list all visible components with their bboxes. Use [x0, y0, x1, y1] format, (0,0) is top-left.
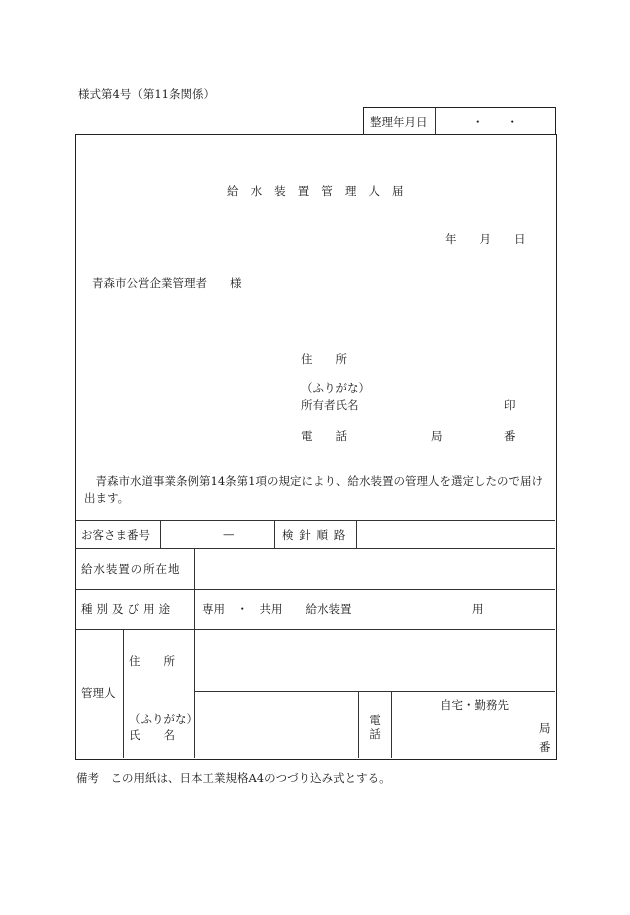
- form-number: 様式第4号（第11条関係）: [78, 87, 215, 101]
- manager-address-label: 住 所: [129, 654, 175, 668]
- applicant-furigana-label: （ふりがな）: [301, 381, 370, 395]
- statement: 青森市水道事業条例第14条第1項の規定により、給水装置の管理人を選定したので届け出ます。: [84, 474, 543, 505]
- form-title: 給水装置管理人届: [227, 184, 416, 198]
- manager-furigana-label: （ふりがな）: [129, 712, 198, 726]
- footer-note: 備考 この用紙は、日本工業規格A4のつづり込み式とする。: [76, 771, 391, 785]
- applicant-phone-label: 電 話: [301, 429, 347, 443]
- location-input[interactable]: [200, 561, 550, 577]
- applicant-phone-kyoku: 局: [431, 429, 443, 443]
- usage-label: 種別及び用途: [81, 602, 175, 616]
- applicant-name-label: 所有者氏名: [301, 398, 359, 412]
- applicant-address-label: 住 所: [301, 352, 347, 366]
- addressee: 青森市公営企業管理者 様: [92, 276, 242, 290]
- manager-name-input[interactable]: [200, 705, 350, 745]
- usage-options[interactable]: 専用 ・ 共用 給水装置: [202, 602, 352, 616]
- manager-phone-kyoku: 局: [539, 721, 551, 735]
- customer-number-label: お客さま番号: [81, 528, 150, 542]
- customer-number-input[interactable]: —: [223, 527, 235, 541]
- manager-phone-type: 自宅・勤務先: [440, 698, 509, 712]
- usage-suffix: 用: [472, 602, 484, 616]
- applicant-phone-ban: 番: [504, 429, 516, 443]
- manager-address-input[interactable]: [200, 653, 550, 669]
- manager-phone-label: 電話: [369, 713, 381, 741]
- seal-mark: 印: [504, 398, 516, 412]
- date-line[interactable]: 年 月 日: [445, 232, 526, 246]
- date-header-label: 整理年月日: [370, 115, 428, 129]
- manager-label: 管理人: [81, 686, 116, 700]
- date-header-box: [363, 107, 556, 135]
- manager-name-label: 氏 名: [129, 728, 175, 742]
- location-label: 給水装置の所在地: [81, 562, 181, 576]
- manager-phone-ban: 番: [539, 740, 551, 754]
- main-form: [75, 134, 557, 760]
- meter-order-label: 検針順路: [282, 528, 351, 542]
- meter-order-input[interactable]: [364, 527, 550, 543]
- date-header-value[interactable]: ・ ・: [472, 115, 518, 129]
